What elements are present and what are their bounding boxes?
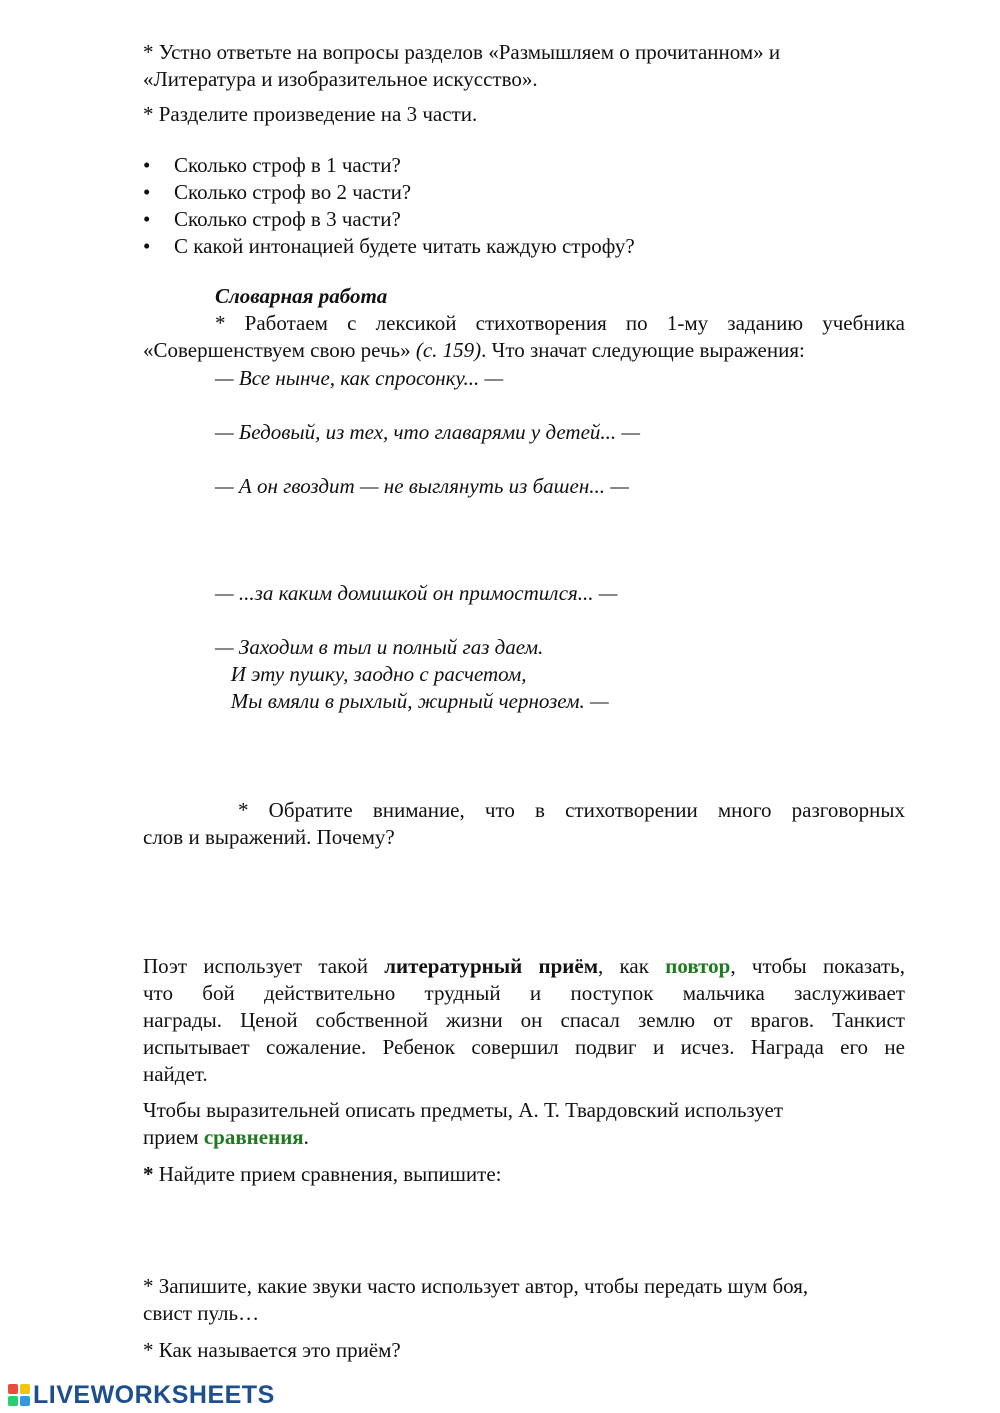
vocab-task-line-2: «Совершенствуем свою речь» (с. 159). Что значат следующие выражения: xyxy=(143,338,805,362)
comparison-line-2: прием сравнения. xyxy=(143,1125,309,1149)
logo-icon xyxy=(8,1384,30,1406)
list-item: • Сколько строф в 1 части? xyxy=(143,153,401,177)
bullet-icon: • xyxy=(143,234,151,258)
bullet-icon: • xyxy=(143,180,151,204)
question-list xyxy=(143,152,635,260)
list-item: • С какой интонацией будете читать каждую строфу? xyxy=(143,234,635,258)
repetition-line-5: найдет. xyxy=(143,1062,208,1086)
expression-1: — Все нынче, как спросонку... — xyxy=(215,366,504,390)
bullet-icon: • xyxy=(143,153,151,177)
intro-line-2: «Литература и изобразительное искусство». xyxy=(143,67,538,91)
divide-task: * Разделите произведение на 3 части. xyxy=(143,102,478,126)
expression-2: — Бедовый, из тех, что главарями у детей... — xyxy=(215,420,641,444)
expression-5-line-1: — Заходим в тыл и полный газ даем. xyxy=(215,635,544,659)
sounds-task-line-2: свист пуль… xyxy=(143,1301,260,1325)
liveworksheets-logo[interactable] xyxy=(8,1382,275,1408)
expression-5-line-2: И эту пушку, заодно с расчетом, xyxy=(215,662,527,686)
comparison-line-1: Чтобы выразительней описать предметы, А. Т. Твардовский использует xyxy=(143,1098,784,1122)
logo-text: LIVEWORKSHEETS xyxy=(33,1380,275,1409)
repetition-line-1: Поэт использует такой литературный приём, как повтор, чтобы показать, xyxy=(143,954,905,978)
vocab-task-line-1: * Работаем с лексикой стихотворения по 1-му заданию учебника xyxy=(215,311,905,335)
sounds-task-line-1: * Запишите, какие звуки часто использует автор, чтобы передать шум боя, xyxy=(143,1274,809,1298)
expression-5-line-3: Мы вмяли в рыхлый, жирный чернозем. — xyxy=(215,689,609,713)
bullet-icon: • xyxy=(143,207,151,231)
device-task: * Как называется это приём? xyxy=(143,1338,401,1362)
find-comparison-task: * Найдите прием сравнения, выпишите: xyxy=(143,1162,502,1186)
repetition-line-4: испытывает сожаление. Ребенок совершил подвиг и исчез. Награда его не xyxy=(143,1035,905,1059)
vocab-heading: Словарная работа xyxy=(215,284,388,308)
list-item: • Сколько строф во 2 части? xyxy=(143,180,412,204)
repetition-line-2: что бой действительно трудный и поступок мальчика заслуживает xyxy=(143,981,905,1005)
colloquial-task-line-1: * Обратите внимание, что в стихотворении много разговорных xyxy=(238,798,905,822)
colloquial-task-line-2: слов и выражений. Почему? xyxy=(143,825,395,849)
repetition-line-3: награды. Ценой собственной жизни он спасал землю от врагов. Танкист xyxy=(143,1008,905,1032)
list-item: • Сколько строф в 3 части? xyxy=(143,207,401,231)
intro-line-1: * Устно ответьте на вопросы разделов «Размышляем о прочитанном» и xyxy=(143,40,781,64)
term-repetition: повтор xyxy=(665,954,731,978)
expression-4: — ...за каким домишкой он примостился... — xyxy=(215,581,618,605)
expression-3: — А он гвоздит — не выглянуть из башен... — xyxy=(215,474,629,498)
term-comparison: сравнения xyxy=(203,1125,304,1149)
